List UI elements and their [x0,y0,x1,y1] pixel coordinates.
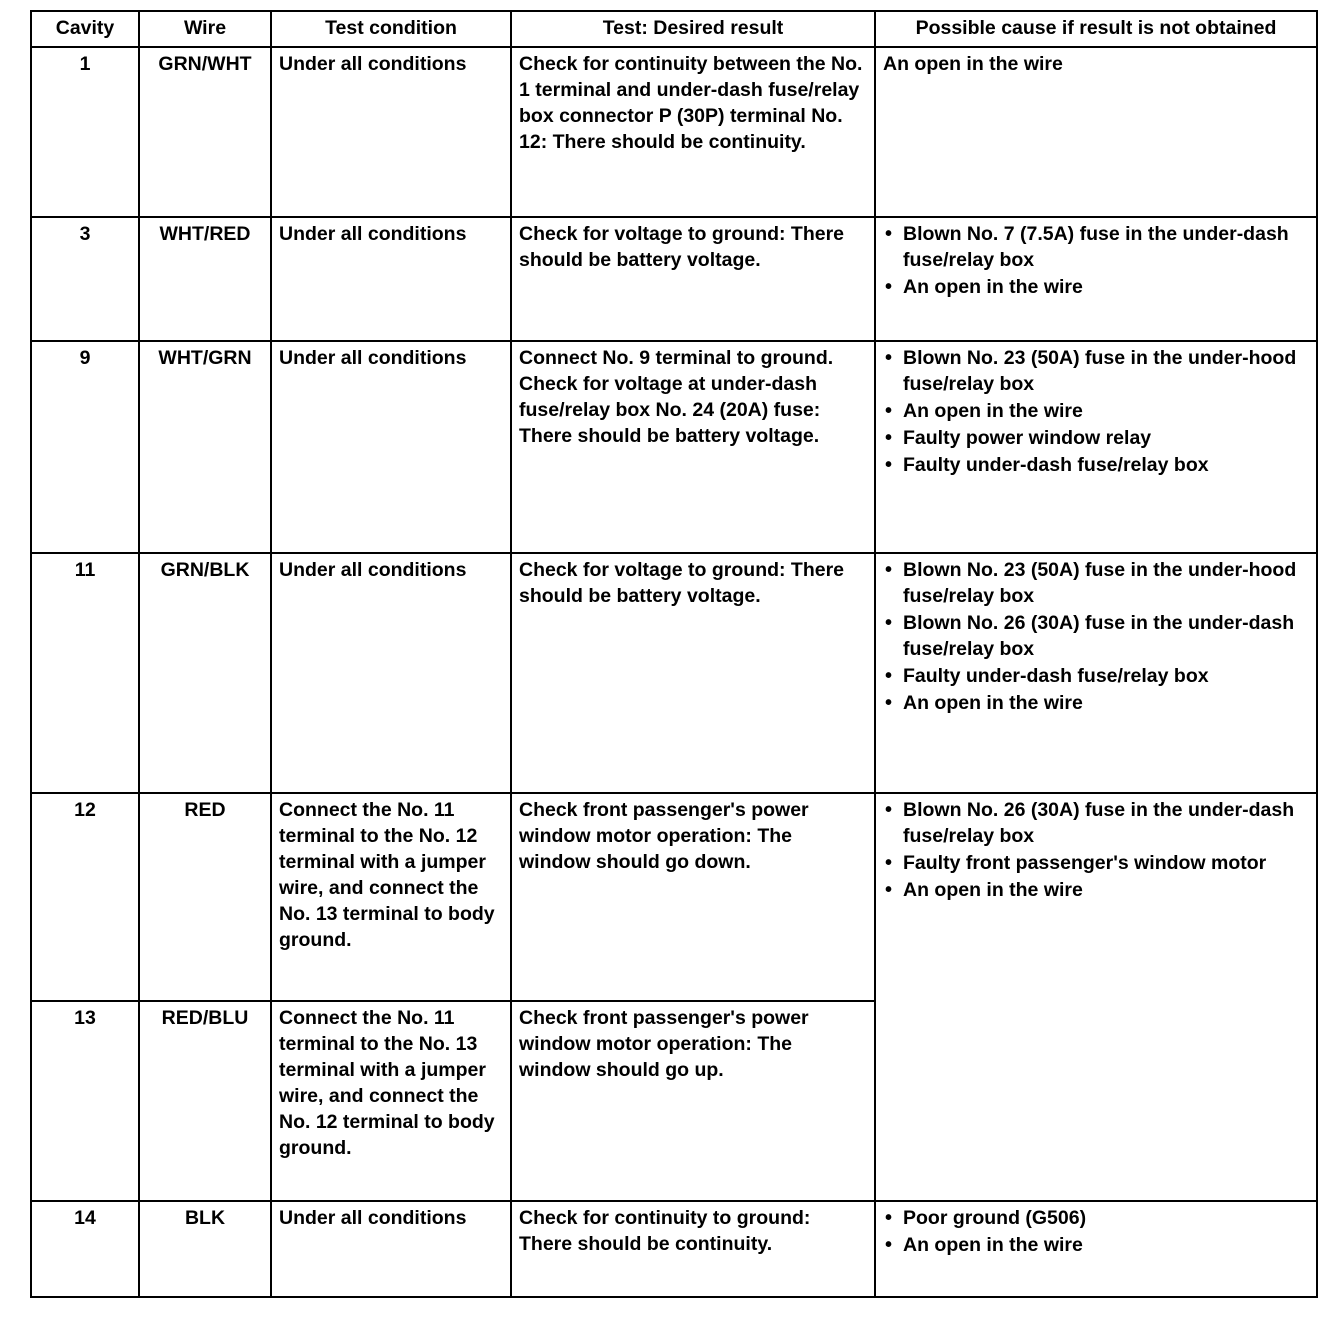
cause-bullet-list [883,1206,1309,1259]
cell-test-desired-result: Check for continuity between the No. 1 terminal and under-dash fuse/relay box connector P (30P) terminal No. 12: There should be continuity. [511,47,875,217]
cell-wire: GRN/BLK [139,553,271,793]
cell-possible-cause [875,793,1317,1201]
table-row [31,47,1317,217]
column-header-test-desired-result: Test: Desired result [511,11,875,47]
table-row [31,553,1317,793]
cell-wire: BLK [139,1201,271,1297]
cell-possible-cause [875,47,1317,217]
cell-wire: RED/BLU [139,1001,271,1201]
cause-bullet-item: • Faulty power window relay [883,426,1309,452]
cell-wire: RED [139,793,271,1001]
cell-test-desired-result: Check front passenger's power window motor operation: The window should go up. [511,1001,875,1201]
cell-test-desired-result: Check for continuity to ground: There should be continuity. [511,1201,875,1297]
cell-test-desired-result: Check front passenger's power window motor operation: The window should go down. [511,793,875,1001]
cause-bullet-item: • Blown No. 26 (30A) fuse in the under-dash fuse/relay box [883,798,1309,850]
cell-test-condition: Under all conditions [271,553,511,793]
cell-test-condition: Under all conditions [271,47,511,217]
cause-bullet-list [883,222,1309,301]
table-header [31,11,1317,47]
cause-text: An open in the wire [883,53,1063,76]
column-header-wire: Wire [139,11,271,47]
cause-bullet-item: • Faulty front passenger's window motor [883,851,1309,877]
cause-bullet-item: • Blown No. 7 (7.5A) fuse in the under-dash fuse/relay box [883,222,1309,274]
cause-bullet-list [883,798,1309,904]
column-header-cavity: Cavity [31,11,139,47]
cell-test-condition: Connect the No. 11 terminal to the No. 13 terminal with a jumper wire, and connect the No. 12 terminal to body ground. [271,1001,511,1201]
cell-cavity: 14 [31,1201,139,1297]
cause-bullet-item: • An open in the wire [883,878,1309,904]
cause-bullet-item: • Blown No. 23 (50A) fuse in the under-hood fuse/relay box [883,558,1309,610]
cause-bullet-item: • An open in the wire [883,691,1309,717]
cell-possible-cause [875,217,1317,341]
cause-bullet-list [883,558,1309,717]
cell-test-desired-result: Connect No. 9 terminal to ground. Check for voltage at under-dash fuse/relay box No. 24 (20A) fuse: There should be battery voltage. [511,341,875,553]
cell-test-condition: Under all conditions [271,1201,511,1297]
cause-bullet-item: • An open in the wire [883,1233,1309,1259]
cell-test-condition: Under all conditions [271,341,511,553]
cell-cavity: 11 [31,553,139,793]
cause-bullet-item: • Poor ground (G506) [883,1206,1309,1232]
table-header-row [31,11,1317,47]
table-row [31,1201,1317,1297]
cell-possible-cause [875,553,1317,793]
cause-bullet-item: • Faulty under-dash fuse/relay box [883,453,1309,479]
cell-wire: WHT/GRN [139,341,271,553]
cell-cavity: 12 [31,793,139,1001]
wire-test-table [30,10,1318,1298]
table-body [31,47,1317,1297]
table-row [31,217,1317,341]
cell-test-condition: Under all conditions [271,217,511,341]
cause-bullet-item: • Blown No. 23 (50A) fuse in the under-hood fuse/relay box [883,346,1309,398]
cause-bullet-item: • Faulty under-dash fuse/relay box [883,664,1309,690]
cell-cavity: 13 [31,1001,139,1201]
cause-bullet-item: • An open in the wire [883,275,1309,301]
cell-cavity: 9 [31,341,139,553]
cell-wire: GRN/WHT [139,47,271,217]
column-header-possible-cause: Possible cause if result is not obtained [875,11,1317,47]
cell-test-desired-result: Check for voltage to ground: There should be battery voltage. [511,553,875,793]
table-row [31,341,1317,553]
cell-possible-cause [875,341,1317,553]
column-header-test-condition: Test condition [271,11,511,47]
cell-test-condition: Connect the No. 11 terminal to the No. 12 terminal with a jumper wire, and connect the No. 13 terminal to body ground. [271,793,511,1001]
cell-cavity: 1 [31,47,139,217]
table-row [31,793,1317,1001]
cell-wire: WHT/RED [139,217,271,341]
cell-test-desired-result: Check for voltage to ground: There should be battery voltage. [511,217,875,341]
cause-bullet-list [883,346,1309,479]
cell-cavity: 3 [31,217,139,341]
cause-bullet-item: • Blown No. 26 (30A) fuse in the under-dash fuse/relay box [883,611,1309,663]
cause-bullet-item: • An open in the wire [883,399,1309,425]
cell-possible-cause [875,1201,1317,1297]
